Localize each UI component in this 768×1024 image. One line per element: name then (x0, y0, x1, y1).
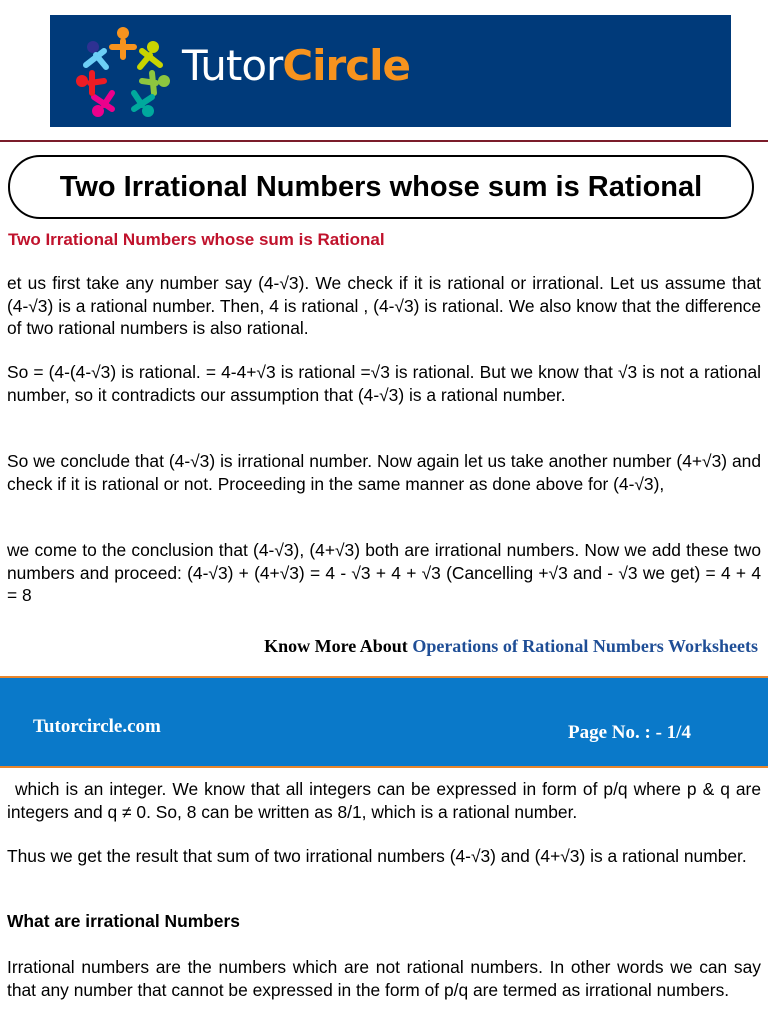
know-more-line (264, 636, 758, 657)
section-subheading: Two Irrational Numbers whose sum is Rational (8, 230, 385, 249)
logo-wordmark (182, 41, 410, 90)
title-box (8, 155, 754, 219)
paragraph-2: So = (4-(4-√3) is rational. = 4-4+√3 is rational =√3 is rational. But we know that √3 is not a rational number, so it contradicts our assumption that (4-√3) is a rational number. (7, 362, 761, 405)
logo-tutor-text: Tutor (182, 41, 283, 90)
tutorcircle-logo-icon (68, 21, 178, 121)
irrational-heading: What are irrational Numbers (7, 911, 240, 931)
paragraph-5: which is an integer. We know that all integers can be expressed in form of p/q where p & q are integers and q ≠ 0. So, 8 can be written as 8/1, which is a rational number. (7, 779, 761, 822)
paragraph-3: So we conclude that (4-√3) is irrational number. Now again let us take another number (4+√3) and check if it is rational or not. Proceeding in the same manner as done above for (4-√3), (7, 451, 761, 494)
page-number: Page No. : - 1/4 (568, 722, 691, 743)
footer-site-name: Tutorcircle.com (33, 716, 161, 737)
know-more-prefix: Know More About (264, 636, 413, 656)
header-divider (0, 140, 768, 142)
know-more-link[interactable]: Operations of Rational Numbers Worksheets (412, 636, 758, 656)
logo-circle-text: Circle (282, 41, 411, 90)
paragraph-1: et us first take any number say (4-√3). We check if it is rational or irrational. Let us assume that (4-√3) is a rational number. Then, 4 is rational , (4-√3) is rational. We also know that the difference of two rational numbers is also rational. (7, 273, 761, 338)
paragraph-6: Thus we get the result that sum of two irrational numbers (4-√3) and (4+√3) is a rational number. (7, 846, 747, 866)
header-banner (50, 15, 731, 127)
page-title: Two Irrational Numbers whose sum is Rational (59, 170, 703, 203)
page-footer (0, 676, 768, 768)
paragraph-4: we come to the conclusion that (4-√3), (4+√3) both are irrational numbers. Now we add these two numbers and proceed: (4-√3) + (4+√3) = 4 - √3 + 4 + √3 (Cancelling +√3 and - √3 we get) = 4 + 4 = 8 (7, 540, 761, 605)
paragraph-7: Irrational numbers are the numbers which are not rational numbers. In other words we can say that any number that cannot be expressed in the form of p/q are termed as irrational numbers. (7, 957, 761, 1000)
